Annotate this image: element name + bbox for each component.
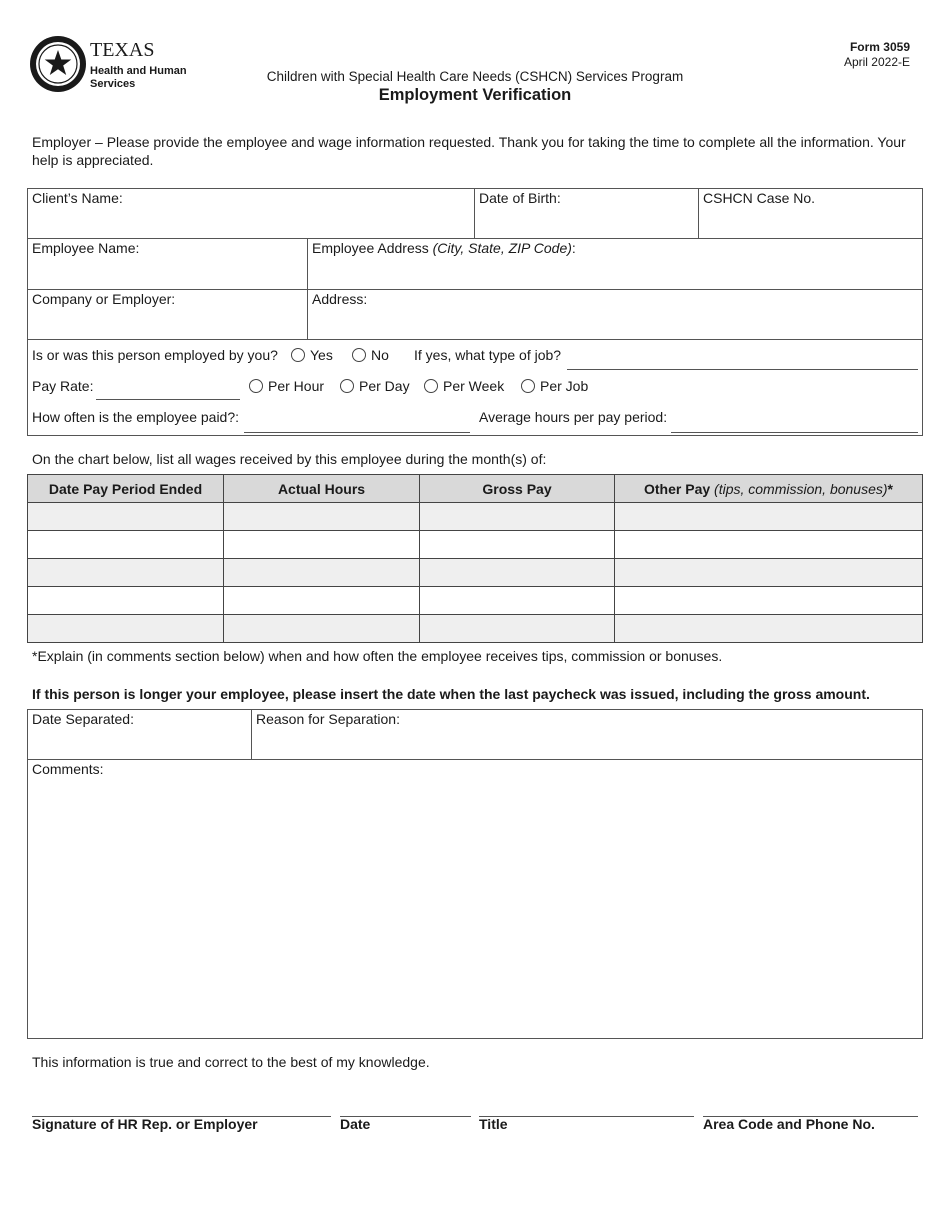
address-label: Address:	[312, 291, 368, 307]
table-cell[interactable]	[28, 559, 224, 587]
date-of-birth-field[interactable]	[475, 206, 697, 236]
employed-question: Is or was this person employed by you?	[32, 347, 278, 363]
table-cell[interactable]	[615, 559, 923, 587]
pay-rate-field[interactable]	[96, 399, 240, 400]
table-cell[interactable]	[420, 559, 615, 587]
date-label: Date	[340, 1116, 371, 1132]
per-job-option[interactable]	[521, 378, 588, 394]
divider	[27, 339, 923, 340]
table-cell[interactable]	[224, 587, 420, 615]
employee-address-colon: :	[571, 240, 576, 256]
divider	[27, 759, 923, 760]
col-other-pay-star: *	[887, 480, 893, 497]
radio-icon[interactable]	[352, 348, 366, 362]
date-separated-label: Date Separated:	[32, 711, 134, 727]
employee-address-hint: (City, State, ZIP Code)	[432, 240, 572, 256]
col-gross-pay: Gross Pay	[420, 475, 615, 503]
avg-hours-field[interactable]	[671, 432, 918, 433]
table-row	[28, 615, 923, 643]
title-line[interactable]	[479, 1116, 694, 1117]
program-name: Children with Special Health Care Needs (CSHCN) Services Program	[266, 69, 684, 84]
form-date: April 2022-E	[843, 55, 910, 69]
client-name-field[interactable]	[28, 206, 473, 236]
table-row	[28, 503, 923, 531]
title-label: Title	[479, 1116, 508, 1132]
page-title: Employment Verification	[378, 86, 572, 104]
employed-yes-label: Yes	[310, 347, 333, 363]
job-type-field[interactable]	[567, 369, 918, 370]
per-day-option[interactable]	[340, 378, 410, 394]
divider	[27, 289, 923, 290]
per-week-label: Per Week	[443, 378, 505, 394]
table-row	[28, 531, 923, 559]
case-number-field[interactable]	[699, 206, 921, 236]
explain-note: *Explain (in comments section below) when and how often the employee receives tips, commission or bonuses.	[32, 648, 723, 664]
radio-icon[interactable]	[249, 379, 263, 393]
per-job-label: Per Job	[540, 378, 589, 394]
form-number: Form 3059	[849, 40, 910, 54]
pay-rate-label: Pay Rate:	[32, 378, 94, 394]
company-label: Company or Employer:	[32, 291, 176, 307]
radio-icon[interactable]	[340, 379, 354, 393]
comments-field[interactable]	[29, 779, 921, 1037]
col-actual-hours: Actual Hours	[224, 475, 420, 503]
date-separated-field[interactable]	[28, 727, 250, 757]
col-other-pay	[615, 475, 923, 503]
avg-hours-label: Average hours per pay period:	[479, 409, 668, 425]
logo-text-hhs: Health and Human	[90, 65, 187, 77]
table-cell[interactable]	[224, 531, 420, 559]
per-week-option[interactable]	[424, 378, 504, 394]
phone-label: Area Code and Phone No.	[703, 1116, 875, 1132]
table-cell[interactable]	[224, 503, 420, 531]
intro-text: Employer – Please provide the employee and wage information requested. Thank you for taking the time to complete all the information. Your help is appreciated.	[32, 134, 906, 168]
pay-frequency-label: How often is the employee paid?:	[32, 409, 240, 425]
chart-intro: On the chart below, list all wages received by this employee during the month(s) of:	[32, 451, 547, 467]
per-day-label: Per Day	[359, 378, 410, 394]
job-type-label: If yes, what type of job?	[414, 347, 562, 363]
table-cell[interactable]	[615, 531, 923, 559]
employee-name-label: Employee Name:	[32, 240, 140, 256]
per-hour-label: Per Hour	[268, 378, 325, 394]
attestation-text: This information is true and correct to the best of my knowledge.	[32, 1054, 430, 1070]
table-cell[interactable]	[224, 559, 420, 587]
employee-name-field[interactable]	[28, 257, 306, 287]
address-field[interactable]	[308, 308, 921, 338]
table-cell[interactable]	[615, 615, 923, 643]
pay-frequency-field[interactable]	[244, 432, 470, 433]
form-number-block	[844, 40, 910, 70]
company-field[interactable]	[28, 308, 306, 338]
client-name-label: Client’s Name:	[32, 190, 123, 206]
reason-field[interactable]	[252, 727, 921, 757]
table-cell[interactable]	[224, 615, 420, 643]
table-cell[interactable]	[420, 615, 615, 643]
comments-label: Comments:	[32, 761, 104, 777]
table-cell[interactable]	[28, 587, 224, 615]
employed-yes-option[interactable]	[291, 347, 333, 363]
col-date-pay-period: Date Pay Period Ended	[28, 475, 224, 503]
table-cell[interactable]	[28, 531, 224, 559]
table-cell[interactable]	[615, 503, 923, 531]
employed-no-option[interactable]	[352, 347, 389, 363]
date-of-birth-label: Date of Birth:	[479, 190, 561, 206]
reason-label: Reason for Separation:	[256, 711, 400, 727]
table-row	[28, 587, 923, 615]
employee-address-label	[312, 240, 576, 256]
table-header-row	[28, 475, 923, 503]
table-cell[interactable]	[420, 587, 615, 615]
radio-icon[interactable]	[291, 348, 305, 362]
logo-text-texas: TEXAS	[90, 39, 155, 61]
separation-note: If this person is longer your employee, please insert the date when the last paycheck was issued, including the gross amount.	[32, 686, 870, 702]
table-cell[interactable]	[28, 503, 224, 531]
table-cell[interactable]	[28, 615, 224, 643]
per-hour-option[interactable]	[249, 378, 324, 394]
table-row	[28, 559, 923, 587]
table-cell[interactable]	[420, 503, 615, 531]
employee-address-field[interactable]	[308, 257, 921, 287]
case-number-label: CSHCN Case No.	[703, 190, 816, 206]
signature-label: Signature of HR Rep. or Employer	[32, 1116, 258, 1132]
table-cell[interactable]	[615, 587, 923, 615]
col-other-pay-hint: (tips, commission, bonuses)	[710, 480, 888, 497]
col-other-pay-label: Other Pay	[644, 480, 711, 497]
wages-table	[27, 474, 923, 643]
table-cell[interactable]	[420, 531, 615, 559]
logo-text-services: Services	[90, 78, 136, 90]
radio-icon[interactable]	[424, 379, 438, 393]
radio-icon[interactable]	[521, 379, 535, 393]
divider	[27, 238, 923, 239]
employee-address-text: Employee Address	[312, 240, 433, 256]
employed-no-label: No	[371, 347, 389, 363]
